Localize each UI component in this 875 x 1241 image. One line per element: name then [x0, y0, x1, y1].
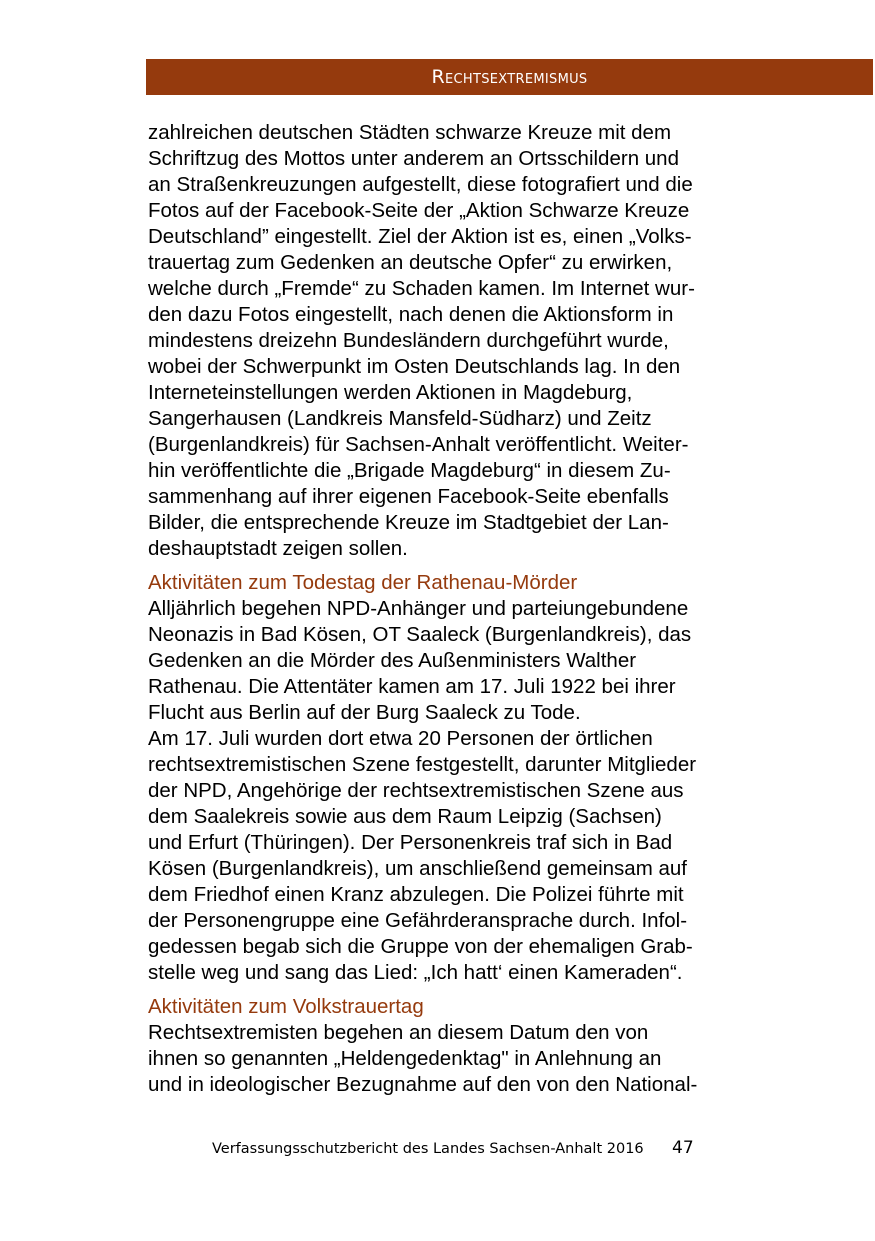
text-line: Kösen (Burgenlandkreis), um anschließend gemeinsam auf	[148, 857, 687, 880]
text-line: sammenhang auf ihrer eigenen Facebook-Seite ebenfalls	[148, 485, 669, 508]
text-line: Neonazis in Bad Kösen, OT Saaleck (Burgenlandkreis), das	[148, 623, 692, 646]
page-body	[148, 120, 763, 1098]
section-header-title: Rechtsextremismus	[431, 65, 588, 88]
text-line: ihnen so genannten „Heldengedenktag" in Anlehnung an	[148, 1047, 662, 1070]
text-line: Rathenau. Die Attentäter kamen am 17. Juli 1922 bei ihrer	[148, 675, 676, 698]
text-line: welche durch „Fremde“ zu Schaden kamen. Im Internet wur-	[148, 277, 695, 300]
text-line: dem Friedhof einen Kranz abzulegen. Die Polizei führte mit	[148, 883, 684, 906]
text-line: und Erfurt (Thüringen). Der Personenkreis traf sich in Bad	[148, 831, 673, 854]
text-line: und in ideologischer Bezugnahme auf den von den National-	[148, 1073, 698, 1096]
section-volkstrauertag	[148, 994, 763, 1098]
text-line: der NPD, Angehörige der rechtsextremistischen Szene aus	[148, 779, 684, 802]
text-line: trauertag zum Gedenken an deutsche Opfer“ zu erwirken,	[148, 251, 673, 274]
section-heading: Aktivitäten zum Volkstrauertag	[148, 995, 424, 1018]
text-line: Schriftzug des Mottos unter anderem an Ortsschildern und	[148, 147, 679, 170]
section-heading: Aktivitäten zum Todestag der Rathenau-Mörder	[148, 571, 578, 594]
text-line: mindestens dreizehn Bundesländern durchgeführt wurde,	[148, 329, 669, 352]
text-line: deshauptstadt zeigen sollen.	[148, 537, 408, 560]
text-line: zahlreichen deutschen Städten schwarze Kreuze mit dem	[148, 121, 672, 144]
paragraph-schwarze-kreuze	[148, 120, 763, 562]
section-header-band	[146, 59, 873, 95]
text-line: Am 17. Juli wurden dort etwa 20 Personen der örtlichen	[148, 727, 653, 750]
text-line: Flucht aus Berlin auf der Burg Saaleck zu Tode.	[148, 701, 581, 724]
section-rathenau	[148, 570, 763, 986]
text-line: Deutschland” eingestellt. Ziel der Aktion ist es, einen „Volks-	[148, 225, 692, 248]
text-line: Bilder, die entsprechende Kreuze im Stadtgebiet der Lan-	[148, 511, 669, 534]
page-number: 47	[672, 1138, 694, 1158]
text-line: wobei der Schwerpunkt im Osten Deutschlands lag. In den	[148, 355, 681, 378]
text-line: gedessen begab sich die Gruppe von der ehemaligen Grab-	[148, 935, 693, 958]
paragraph-gap	[148, 562, 763, 570]
text-line: hin veröffentlichte die „Brigade Magdeburg“ in diesem Zu-	[148, 459, 671, 482]
text-line: (Burgenlandkreis) für Sachsen-Anhalt veröffentlicht. Weiter-	[148, 433, 689, 456]
text-line: Rechtsextremisten begehen an diesem Datum den von	[148, 1021, 649, 1044]
text-line: rechtsextremistischen Szene festgestellt, darunter Mitglieder	[148, 753, 697, 776]
paragraph-gap	[148, 986, 763, 994]
text-line: Alljährlich begehen NPD-Anhänger und parteiungebundene	[148, 597, 689, 620]
text-line: der Personengruppe eine Gefährderansprache durch. Infol-	[148, 909, 688, 932]
text-line: an Straßenkreuzungen aufgestellt, diese fotografiert und die	[148, 173, 693, 196]
footer-publication-title: Verfassungsschutzbericht des Landes Sachsen-Anhalt 2016	[212, 1141, 644, 1157]
text-line: Gedenken an die Mörder des Außenministers Walther	[148, 649, 637, 672]
text-line: den dazu Fotos eingestellt, nach denen die Aktionsform in	[148, 303, 674, 326]
text-line: Sangerhausen (Landkreis Mansfeld-Südharz) und Zeitz	[148, 407, 652, 430]
text-line: dem Saalekreis sowie aus dem Raum Leipzig (Sachsen)	[148, 805, 662, 828]
text-line: stelle weg und sang das Lied: „Ich hatt‘ einen Kameraden“.	[148, 961, 683, 984]
text-line: Interneteinstellungen werden Aktionen in Magdeburg,	[148, 381, 633, 404]
text-line: Fotos auf der Facebook-Seite der „Aktion Schwarze Kreuze	[148, 199, 690, 222]
